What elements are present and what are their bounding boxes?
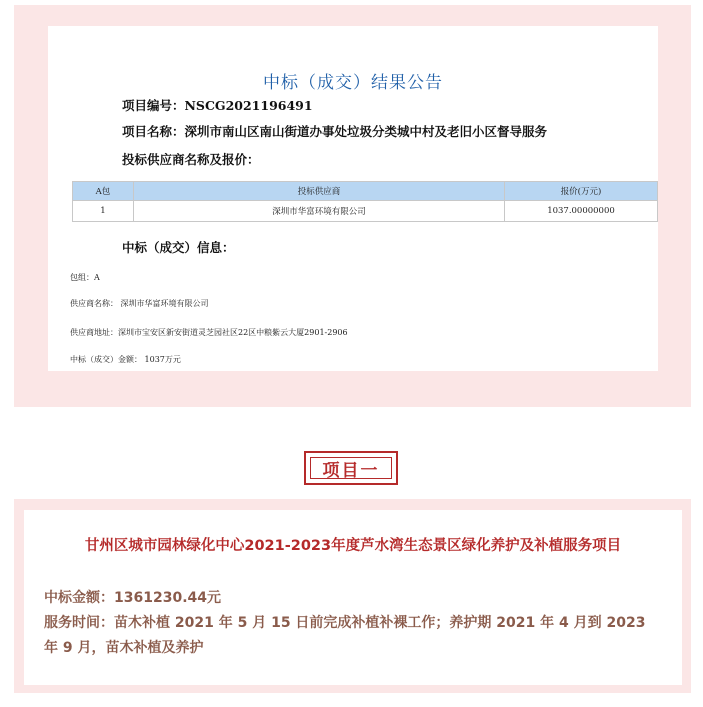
section-badge-label: 项目一 xyxy=(310,457,392,479)
table-header-package: A包 xyxy=(73,182,134,201)
project-card xyxy=(24,510,682,685)
project-title: 甘州区城市园林绿化中心2021-2023年度芦水湾生态景区绿化养护及补植服务项目 xyxy=(84,538,622,554)
notice-document xyxy=(48,26,658,371)
bid-table xyxy=(72,181,658,222)
section-badge xyxy=(304,451,398,485)
award-supplier-address: 供应商地址：深圳市宝安区新安街道灵芝园社区22区中粮紫云大厦2901-2906 xyxy=(70,328,348,337)
table-cell-supplier: 深圳市华富环境有限公司 xyxy=(134,201,505,222)
project-number: 项目编号：NSCG2021196491 xyxy=(122,98,313,113)
award-heading: 中标（成交）信息： xyxy=(122,240,235,255)
table-cell-price: 1037.00000000 xyxy=(505,201,658,222)
award-package: 包组：A xyxy=(70,273,100,282)
supplier-heading: 投标供应商名称及报价： xyxy=(122,152,260,167)
notice-title: 中标（成交）结果公告 xyxy=(263,73,443,93)
award-supplier-name: 供应商名称： 深圳市华富环境有限公司 xyxy=(70,299,209,308)
project-name: 项目名称：深圳市南山区南山街道办事处垃圾分类城中村及老旧小区督导服务 xyxy=(122,124,548,139)
table-header-price: 报价(万元) xyxy=(505,182,658,201)
project-service-time: 服务时间：苗木补植 2021 年 5 月 15 日前完成补植补裸工作；养护期 2021 年 4 月到 2023 年 9 月，苗木补植及养护 xyxy=(44,615,646,656)
table-row xyxy=(73,201,658,222)
award-amount: 中标（成交）金额： 1037万元 xyxy=(70,355,181,364)
table-header-supplier: 投标供应商 xyxy=(134,182,505,201)
project-amount: 中标金额：1361230.44元 xyxy=(44,590,221,606)
table-cell-package: 1 xyxy=(73,201,134,222)
table-header-row xyxy=(73,182,658,201)
